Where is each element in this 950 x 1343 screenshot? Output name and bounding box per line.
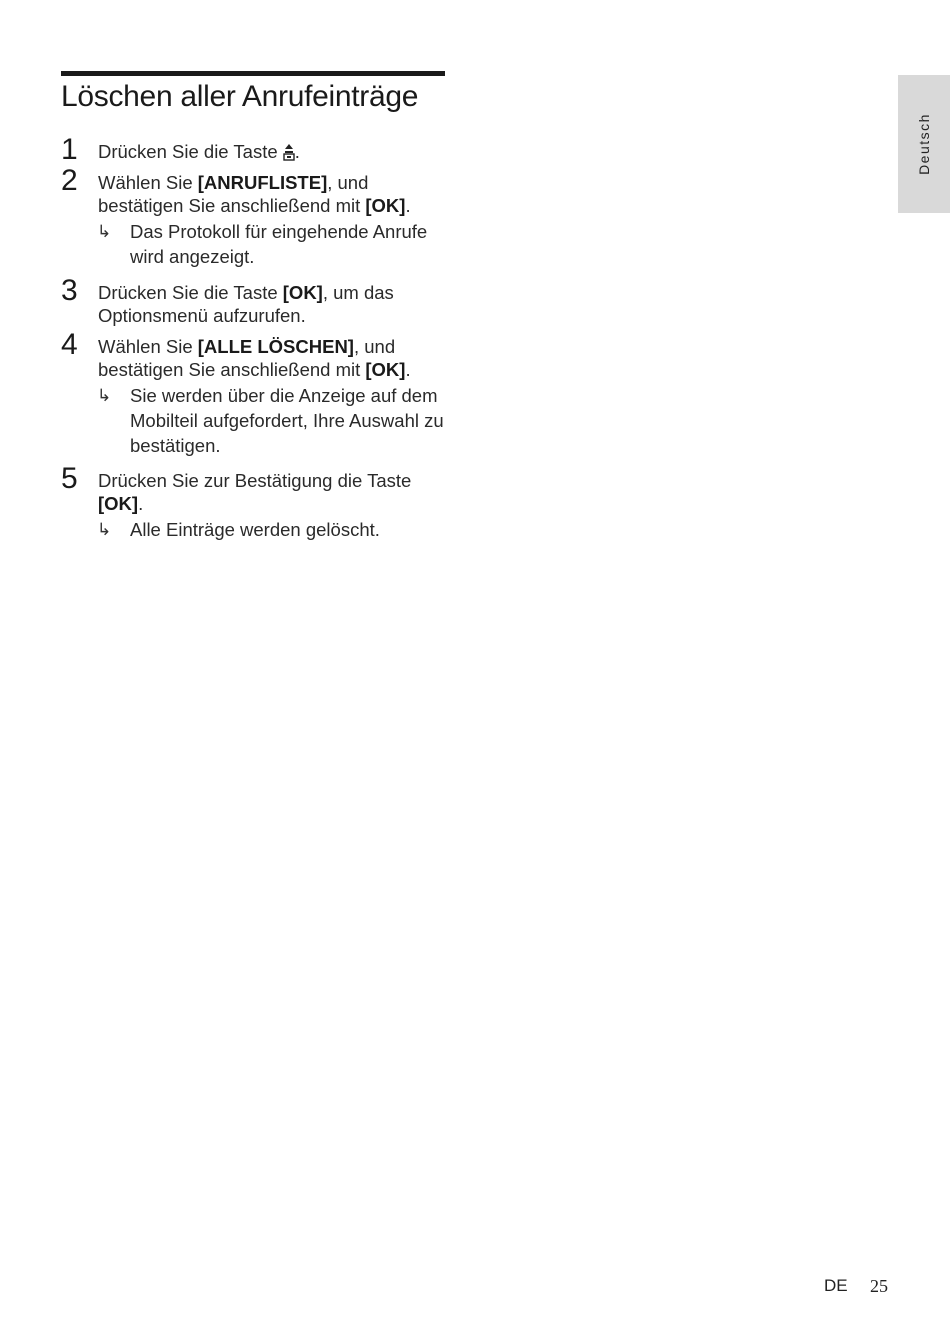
result-arrow-icon: ↳ — [97, 222, 112, 241]
ok-key: [OK] — [365, 195, 406, 216]
ok-key: [OK] — [98, 493, 139, 514]
step-text: Wählen Sie [ANRUFLISTE], und bestätigen Sie anschließend mit [OK]. — [98, 172, 411, 216]
heading-rule — [61, 71, 445, 76]
footer-language: DE — [824, 1276, 848, 1295]
step-result: ↳ Alle Einträge werden gelöscht. — [97, 519, 380, 540]
step-text: Wählen Sie [ALLE LÖSCHEN], und bestätigen Sie anschließend mit [OK]. — [98, 336, 411, 380]
page-title: Löschen aller Anrufeinträge — [61, 80, 419, 113]
step-number: 4 — [61, 328, 78, 361]
language-label: Deutsch — [916, 113, 932, 175]
result-arrow-icon: ↳ — [97, 520, 112, 539]
step-number: 5 — [61, 462, 78, 495]
call-log-key-icon — [283, 143, 295, 161]
step-3 — [61, 274, 451, 327]
step-number: 2 — [61, 164, 78, 197]
step-text: Drücken Sie zur Bestätigung die Taste [OK]. — [98, 470, 412, 514]
step-text: Drücken Sie die Taste [OK], um das Optionsmenü aufzurufen. — [98, 282, 394, 326]
step-number: 3 — [61, 274, 78, 307]
ok-key: [OK] — [282, 282, 323, 303]
step-number: 1 — [61, 133, 78, 166]
step-1 — [61, 133, 451, 166]
step-4 — [61, 328, 451, 458]
step-result: ↳ Sie werden über die Anzeige auf dem Mobilteil aufgefordert, Ihre Auswahl zu bestätigen. — [97, 385, 444, 456]
step-5 — [61, 462, 451, 542]
menu-option-anrufliste: [ANRUFLISTE] — [197, 172, 328, 193]
result-arrow-icon: ↳ — [97, 386, 112, 405]
menu-option-alle-loeschen: [ALLE LÖSCHEN] — [197, 336, 354, 357]
step-text: Drücken Sie die Taste . — [98, 141, 300, 162]
step-result: ↳ Das Protokoll für eingehende Anrufe wird angezeigt. — [97, 221, 428, 267]
page-number: 25 — [870, 1276, 888, 1296]
ok-key: [OK] — [365, 359, 406, 380]
step-2 — [61, 164, 451, 269]
language-side-tab — [898, 75, 950, 213]
